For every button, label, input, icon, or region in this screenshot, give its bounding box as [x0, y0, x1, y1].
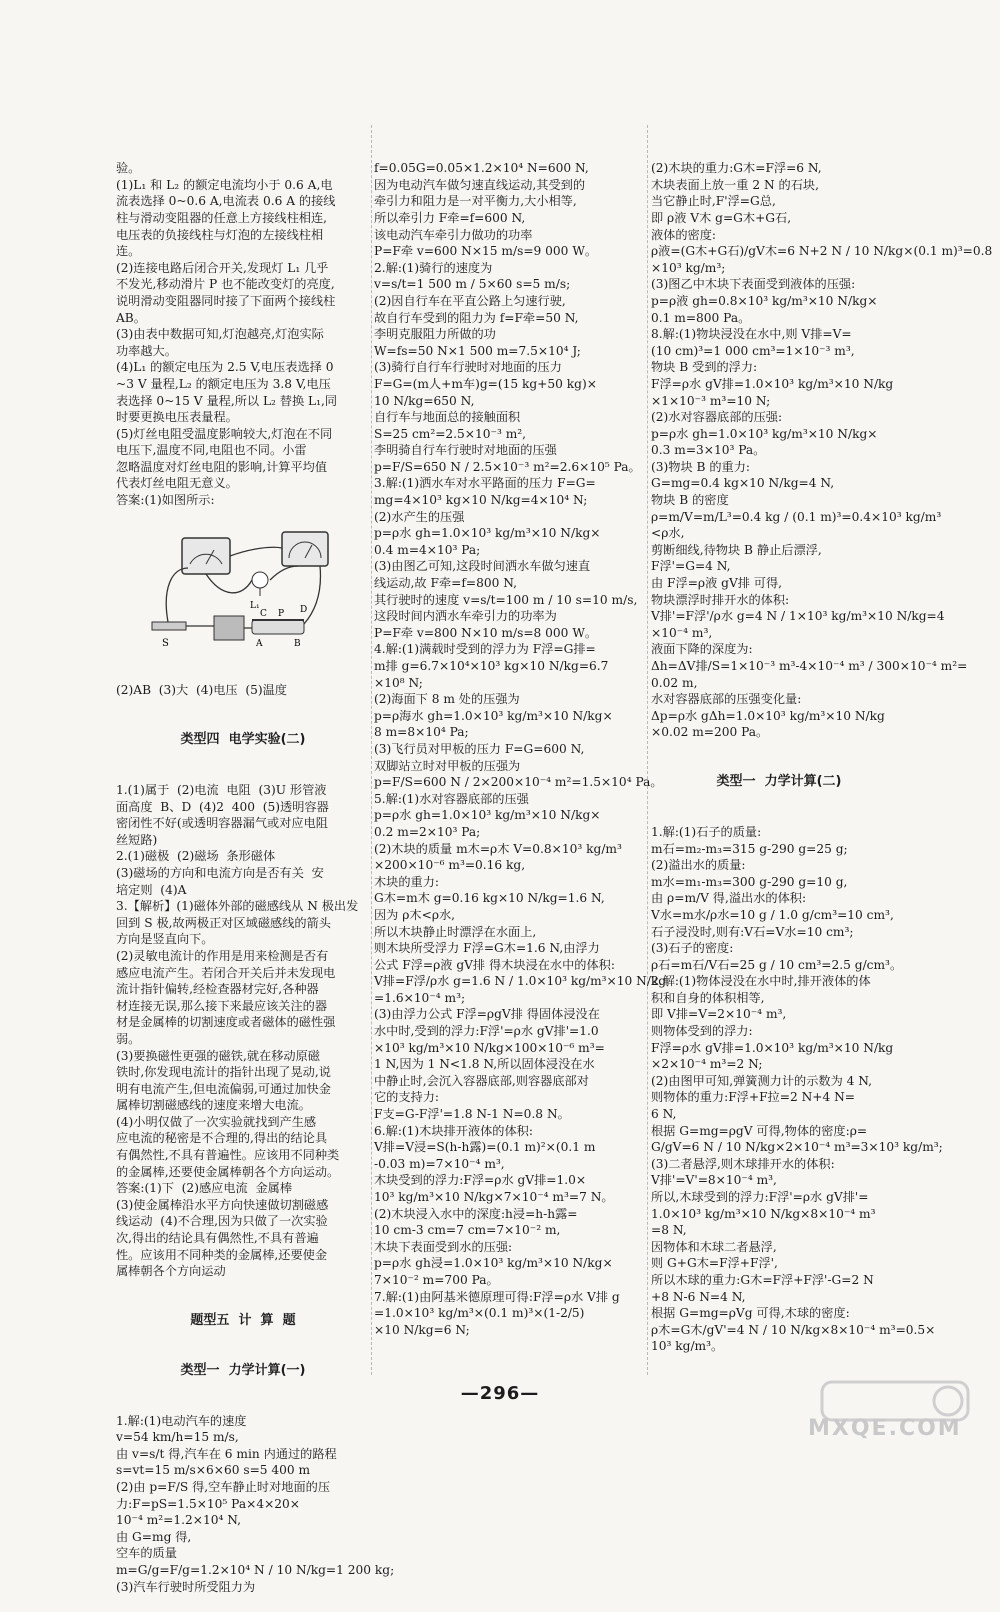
text-line: 代表灯丝电阻无意义。 [116, 476, 238, 491]
text-line: 3.解:(1)洒水车对水平路面的压力 F=G= [374, 476, 596, 491]
text-line: V排=V浸=S(h-h露)=(0.1 m)²×(0.1 m [374, 1140, 596, 1155]
text-line: ×10⁻⁴ m³, [651, 625, 713, 640]
text-line: 所以牵引力 F牵=f=600 N, [374, 210, 526, 225]
text-line: (3)要换磁性更强的磁铁,就在移动原磁 [116, 1048, 320, 1063]
text-line: (2)木块的重力:G木=F浮=6 N, [651, 161, 822, 176]
text-line: 方向是竖直向下。 [116, 932, 214, 947]
text-line: 公式 F浮=ρ液 gV排 得木块浸在水中的体积: [374, 957, 615, 972]
circuit-diagram-image [132, 527, 332, 657]
text-line: 木块受到的浮力:F浮=ρ水 gV排=1.0× [374, 1173, 587, 1188]
text-line: v=54 km/h=15 m/s, [116, 1430, 239, 1445]
text-line: 铁时,你发现电流计的指针出现了晃动,说 [116, 1065, 331, 1080]
text-line: 由 ρ=m/V 得,溢出水的体积: [651, 891, 807, 906]
text-line: ρ石=m石/V石=25 g / 10 cm³=2.5 g/cm³。 [651, 957, 903, 972]
text-line: 性。应该用不同种类的金属棒,还要使金 [116, 1247, 328, 1262]
text-line: 2.解:(1)骑行的速度为 [374, 260, 493, 275]
column-divider-left [371, 125, 372, 1375]
text-line: 感应电流产生。若闭合开关后并未发现电 [116, 965, 336, 980]
text-line: F浮=ρ水 gV排=1.0×10³ kg/m³×10 N/kg [651, 376, 894, 391]
text-line: 物块 B 的密度 [651, 493, 729, 508]
text-line: 6 N, [651, 1107, 677, 1122]
text-line: p=F/S=650 N / 2.5×10⁻³ m²=2.6×10⁵ Pa。 [374, 459, 641, 474]
text-line: 有偶然性,不具有普遍性。应该用不同种类 [116, 1148, 340, 1163]
text-line: 密闭性不好(或透明容器漏气或对应电阻 [116, 816, 328, 831]
text-line: 则木块所受浮力 F浮=G木=1.6 N,由浮力 [374, 941, 600, 956]
text-line: 表选择 0~15 V 量程,所以 L₂ 替换 L₁,同 [116, 393, 338, 408]
text-line: (3)二者悬浮,则木球排开水的体积: [651, 1156, 835, 1171]
text-line: 根据 G=mg=ρgV 可得,物体的密度:ρ= [651, 1123, 868, 1138]
text-line: 属棒切割磁感线的速度来增大电流。 [116, 1098, 311, 1113]
label-switch: S [161, 638, 169, 650]
text-line: 李明骑自行车行驶时对地面的压强 [374, 443, 557, 458]
text-line: F浮'=G=4 N, [651, 559, 731, 574]
answer-column-right [651, 127, 993, 1377]
text-line: 即 ρ液 V木 g=G木+G石, [651, 210, 792, 225]
text-line: 其行驶时的速度 v=s/t=100 m / 10 s=10 m/s, [374, 592, 638, 607]
text-line: (2)水对容器底部的压强: [651, 410, 783, 425]
text-line: p=ρ水 gh浸=1.0×10³ kg/m³×10 N/kg× [374, 1256, 613, 1271]
text-line: 当它静止时,F'浮=G总, [651, 194, 776, 209]
text-line: =8 N, [651, 1223, 687, 1238]
text-line: 1.(1)属于 (2)电流 电阻 (3)U 形管液 [116, 783, 327, 797]
text-line: 力:F=pS=1.5×10⁵ Pa×4×20× [116, 1496, 301, 1511]
text-line: 不发光,移动滑片 P 也不能改变灯的亮度, [116, 277, 335, 292]
text-line: ×10³ kg/m³×10 N/kg×100×10⁻⁶ m³= [374, 1040, 605, 1055]
heading-type4: 类型四 电学实验(二) [180, 732, 306, 748]
text-line: G木=m木 g=0.16 kg×10 N/kg=1.6 N, [374, 891, 605, 906]
text-line: 故自行车受到的阻力为 f=F牵=50 N, [374, 310, 579, 325]
text-line: (2)木块浸入水中的深度:h浸=h-h露= [374, 1206, 578, 1221]
text-line: 10³ kg/m³。 [651, 1339, 724, 1354]
text-line: 3.【解析】(1)磁体外部的磁感线从 N 极出发 [116, 899, 359, 914]
column-right-text-b [651, 824, 943, 1355]
text-line: 1.0×10³ kg/m³×10 N/kg×8×10⁻⁴ m³ [651, 1206, 876, 1221]
text-line: (3)骑行自行车行驶时对地面的压力 [374, 360, 562, 375]
text-line: (3)由浮力公式 F浮=ρgV排 得固体浸没在 [374, 1007, 600, 1022]
text-line: 自行车与地面总的接触面积 [374, 410, 521, 425]
text-line: m石=m₂-m₃=315 g-290 g=25 g; [651, 841, 848, 856]
heading-topic5: 题型五 计 算 题 [190, 1313, 296, 1328]
text-line: (2)木块的质量 m木=ρ木 V=0.8×10³ kg/m³ [374, 841, 622, 856]
text-line: ×10⁸ N; [374, 675, 423, 690]
text-line: 则物体受到的浮力: [651, 1024, 753, 1039]
text-line: 线运动,故 F牵=f=800 N, [374, 576, 517, 591]
text-line: <ρ水, [651, 526, 685, 541]
column-middle-text [374, 160, 667, 1338]
text-line: 6.解:(1)木块排开液体的体积: [374, 1123, 533, 1138]
text-line: (3)石子的密度: [651, 941, 734, 956]
text-line: (2)由 p=F/S 得,空车静止时对地面的压 [116, 1479, 331, 1494]
text-line: 电压表的负接线柱与灯泡的左接线柱相 [116, 227, 324, 242]
text-line: 的金属棒,还要使金属棒朝各个方向运动。 [116, 1164, 340, 1179]
text-line: 属棒朝各个方向运动 [116, 1264, 226, 1279]
text-line: (3)图乙中木块下表面受到液体的压强: [651, 277, 856, 292]
text-line: 柱与滑动变阻器的任意上方接线柱相连, [116, 210, 328, 225]
text-line: 时要更换电压表量程。 [116, 410, 238, 425]
watermark-url: MXQE.COM [808, 1416, 962, 1441]
text-line: 10³ kg/m³×10 N/kg×7×10⁻⁴ m³=7 N。 [374, 1190, 614, 1204]
text-line: (2)因自行车在平直公路上匀速行驶, [374, 293, 566, 308]
text-line: 因为电动汽车做匀速直线运动,其受到的 [374, 177, 586, 192]
text-line: 回到 S 极,故两极正对区域磁感线的箭头 [116, 915, 331, 930]
column-right-text-a [651, 160, 993, 741]
text-line: m水=m₁-m₃=300 g-290 g=10 g, [651, 874, 848, 889]
text-line: 明有电流产生,但电流偏弱,可通过加快金 [116, 1081, 331, 1096]
text-line: 中静止时,会沉入容器底部,则容器底部对 [374, 1073, 589, 1088]
text-line: 由 F浮=ρ液 gV排 可得, [651, 576, 783, 591]
text-line: V排=F浮/ρ水 g=1.6 N / 1.0×10³ kg/m³×10 N/kg [374, 974, 667, 989]
text-line: p=ρ水 gh=1.0×10³ kg/m³×10 N/kg× [374, 526, 601, 541]
text-line: p=ρ水 gh=1.0×10³ kg/m³×10 N/kg× [374, 808, 601, 823]
text-line: 0.02 m, [651, 675, 698, 690]
text-line: 材是金属棒的切割速度或者磁体的磁性强 [116, 1015, 336, 1030]
text-line: 所以,木球受到的浮力:F浮'=ρ水 gV排'= [651, 1190, 869, 1204]
text-line: F=G=(m人+m车)g=(15 kg+50 kg)× [374, 376, 597, 391]
answers-line: (2)AB (3)大 (4)电压 (5)温度 [116, 683, 287, 698]
text-line: Δh=ΔV排/S=1×10⁻³ m³-4×10⁻⁴ m³ / 300×10⁻⁴ m²= [651, 659, 968, 673]
text-line: 则 G+G木=F浮+F浮', [651, 1256, 778, 1271]
text-line: +8 N-6 N=4 N, [651, 1289, 746, 1304]
text-line: ×10 N/kg=6 N; [374, 1322, 470, 1337]
text-line: F支=G-F浮'=1.8 N-1 N=0.8 N。 [374, 1107, 570, 1122]
text-line: (3)使金属棒沿水平方向快速做切割磁感 [116, 1197, 329, 1212]
text-line: (3)物块 B 的重力: [651, 459, 751, 474]
text-line: 即 V排=V=2×10⁻⁴ m³, [651, 1007, 787, 1022]
text-line: 应电流的秘密是不合理的,得出的结论具 [116, 1131, 328, 1146]
text-line: 次,得出的结论具有偶然性,不具有普遍 [116, 1231, 319, 1246]
label-b: B [293, 639, 301, 650]
text-line: 剪断细线,待物块 B 静止后漂浮, [651, 542, 822, 557]
text-line: 木块下表面受到水的压强: [374, 1239, 513, 1254]
heading-type1-part2: 类型一 力学计算(二) [716, 774, 842, 790]
text-line: 答案:(1)下 (2)感应电流 金属棒 [116, 1181, 293, 1196]
text-line: (10 cm)³=1 000 cm³=1×10⁻³ m³, [651, 343, 855, 358]
text-line: 连。 [116, 244, 141, 259]
text-line: p=F/S=600 N / 2×200×10⁻⁴ m²=1.5×10⁴ Pa。 [374, 775, 663, 790]
text-line: ρ木=G木/gV'=4 N / 10 N/kg×8×10⁻⁴ m³=0.5× [651, 1322, 936, 1337]
text-line: 它的支持力: [374, 1090, 440, 1105]
text-line: (5)灯丝电阻受温度影响较大,灯泡在不同 [116, 426, 333, 441]
text-line: 0.1 m=800 Pa。 [651, 310, 751, 325]
text-line: G/gV=6 N / 10 N/kg×2×10⁻⁴ m³=3×10³ kg/m³; [651, 1140, 943, 1155]
text-line: 电压下,温度不同,电阻也不同。小雷 [116, 443, 307, 458]
column-divider-right [647, 125, 648, 1375]
text-line: 水对容器底部的压强变化量: [651, 692, 802, 707]
text-line: 丝短路) [116, 832, 158, 847]
text-line: 答案:(1)如图所示: [116, 493, 215, 508]
text-line: W=fs=50 N×1 500 m=7.5×10⁴ J; [374, 343, 581, 358]
text-line: 1.解:(1)石子的质量: [651, 824, 762, 839]
text-line: V水=m水/ρ水=10 g / 1.0 g/cm³=10 cm³, [651, 907, 894, 922]
text-line: 由 v=s/t 得,汽车在 6 min 内通过的路程 [116, 1446, 337, 1461]
text-line: 这段时间内洒水车牵引力的功率为 [374, 609, 557, 624]
text-line: V排'=V'=8×10⁻⁴ m³, [651, 1173, 777, 1188]
text-line: 根据 G=mg=ρVg 可得,木球的密度: [651, 1306, 850, 1321]
label-p: P [277, 609, 284, 620]
text-line: 弱。 [116, 1031, 141, 1046]
text-line: 液面下降的深度为: [651, 642, 753, 657]
text-line: 所以木球的重力:G木=F浮+F浮'-G=2 N [651, 1272, 874, 1287]
text-line: mg=4×10³ kg×10 N/kg=4×10⁴ N; [374, 493, 588, 508]
text-line: (4)L₁ 的额定电压为 2.5 V,电压表选择 0 [116, 360, 334, 375]
text-line: 4.解:(1)满载时受到的浮力为 F浮=G排= [374, 642, 596, 657]
text-line: V排'=F浮'/ρ水 g=4 N / 1×10³ kg/m³×10 N/kg=4 [651, 609, 945, 624]
text-line: ~3 V 量程,L₂ 的额定电压为 3.8 V,电压 [116, 376, 331, 391]
text-line: Δp=ρ水 gΔh=1.0×10³ kg/m³×10 N/kg [651, 708, 885, 723]
text-line: 7.解:(1)由阿基米德原理可得:F浮=ρ水 V排 g [374, 1289, 620, 1304]
text-line: 功率越大。 [116, 343, 177, 358]
text-line: 因为 ρ木<ρ水, [374, 907, 456, 922]
answer-column-left [116, 127, 395, 1594]
text-line: ×0.02 m=200 Pa。 [651, 725, 769, 740]
text-line: 则物体的重力:F浮+F拉=2 N+4 N= [651, 1090, 855, 1105]
text-line: 木块表面上放一重 2 N 的石块, [651, 177, 819, 192]
text-line: 0.3 m=3×10³ Pa。 [651, 443, 766, 458]
text-line: (4)小明仅做了一次实验就找到产生感 [116, 1114, 317, 1129]
label-a: A [255, 639, 263, 650]
text-line: m=G/g=F/g=1.2×10⁴ N / 10 N/kg=1 200 kg; [116, 1562, 395, 1577]
text-line: (3)汽车行驶时所受阻力为 [116, 1579, 256, 1594]
text-line: (2)连接电路后闭合开关,发现灯 L₁ 几乎 [116, 260, 329, 275]
text-line: 双脚站立时对甲板的压强为 [374, 758, 521, 773]
text-line: 2.解:(1)物体浸没在水中时,排开液体的体 [651, 974, 871, 989]
label-d: D [299, 605, 307, 616]
text-line: 10 N/kg=650 N, [374, 393, 475, 408]
text-line: 石子浸没时,则有:V石=V水=10 cm³; [651, 924, 854, 939]
text-line: 验。 [116, 161, 141, 176]
text-line: F浮=ρ水 gV排=1.0×10³ kg/m³×10 N/kg [651, 1040, 894, 1055]
text-line: =1.6×10⁻⁴ m³; [374, 990, 466, 1005]
text-line: 7×10⁻² m=700 Pa。 [374, 1272, 499, 1287]
text-line: (2)水产生的压强 [374, 509, 465, 524]
text-line: 忽略温度对灯丝电阻的影响,计算平均值 [116, 459, 328, 474]
text-line: ×200×10⁻⁶ m³=0.16 kg, [374, 858, 526, 873]
text-line: (1)L₁ 和 L₂ 的额定电流均小于 0.6 A,电 [116, 177, 333, 192]
answer-column-middle [374, 127, 667, 1372]
text-line: 1.解:(1)电动汽车的速度 [116, 1413, 247, 1428]
text-line: 物块 B 受到的浮力: [651, 360, 758, 375]
text-line: ×2×10⁻⁴ m³=2 N; [651, 1057, 763, 1072]
text-line: ×10³ kg/m³; [651, 260, 726, 275]
text-line: (2)溢出水的质量: [651, 858, 746, 873]
text-line: 物块漂浮时排开水的体积: [651, 592, 790, 607]
page-number: —296— [460, 1383, 540, 1404]
text-line: 该电动汽车牵引力做功的功率 [374, 227, 533, 242]
text-line: p=ρ液 gh=0.8×10³ kg/m³×10 N/kg× [651, 293, 878, 308]
text-line: 李明克服阻力所做的功 [374, 327, 496, 342]
label-c: C [259, 609, 267, 620]
text-line: 0.4 m=4×10³ Pa; [374, 542, 481, 557]
text-line: ×1×10⁻³ m³=10 N; [651, 393, 771, 408]
text-line: 水中时,受到的浮力:F浮'=ρ水 gV排'=1.0 [374, 1024, 599, 1039]
text-line: 由 G=mg 得, [116, 1529, 192, 1544]
text-line: 牵引力和阻力是一对平衡力,大小相等, [374, 194, 577, 209]
text-line: m排 g=6.7×10⁴×10³ kg×10 N/kg=6.7 [374, 659, 609, 673]
column-left-text-a [116, 160, 370, 508]
heading-type1-part1: 类型一 力学计算(一) [180, 1362, 306, 1378]
text-line: S=25 cm²=2.5×10⁻³ m², [374, 426, 527, 441]
text-line: (3)飞行员对甲板的压力 F=G=600 N, [374, 741, 585, 756]
text-line: 所以木块静止时漂浮在水面上, [374, 924, 537, 939]
text-line: G=mg=0.4 kg×10 N/kg=4 N, [651, 476, 835, 491]
column-left-text-b [116, 782, 370, 1280]
text-line: =1.0×10³ kg/m³×(0.1 m)³×(1-2/5) [374, 1306, 585, 1321]
text-line: P=F牵 v=800 N×10 m/s=8 000 W。 [374, 625, 598, 640]
text-line: 8 m=8×10⁴ Pa; [374, 725, 469, 740]
text-line: ρ液=(G木+G石)/gV木=6 N+2 N / 10 N/kg×(0.1 m)³=0.8 [651, 244, 993, 259]
text-line: (3)磁场的方向和电流方向是否有关 安 [116, 865, 324, 880]
text-line: AB。 [116, 310, 146, 325]
text-line: p=ρ水 gh=1.0×10³ kg/m³×10 N/kg× [651, 426, 878, 441]
text-line: 2.(1)磁极 (2)磁场 条形磁体 [116, 849, 276, 864]
text-line: 5.解:(1)水对容器底部的压强 [374, 791, 529, 806]
text-line: 1 N,因为 1 N<1.8 N,所以固体浸没在水 [374, 1057, 595, 1072]
text-line: 木块的重力: [374, 874, 440, 889]
text-line: (2)灵敏电流计的作用是用来检测是否有 [116, 948, 329, 963]
text-line: (2)海面下 8 m 处的压强为 [374, 692, 520, 707]
text-line: 0.2 m=2×10³ Pa; [374, 824, 481, 839]
text-line: 10 cm-3 cm=7 cm=7×10⁻² m, [374, 1223, 561, 1238]
text-line: (2)由图甲可知,弹簧测力计的示数为 4 N, [651, 1073, 873, 1088]
text-line: 积和自身的体积相等, [651, 990, 765, 1005]
text-line: 流表选择 0~0.6 A,电流表 0.6 A 的接线 [116, 194, 336, 209]
text-line: 材连接无误,那么接下来最应该关注的器 [116, 998, 328, 1013]
text-line: (3)由图乙可知,这段时间洒水车做匀速直 [374, 559, 591, 574]
text-line: p=ρ海水 gh=1.0×10³ kg/m³×10 N/kg× [374, 708, 613, 723]
text-line: 线运动 (4)不合理,因为只做了一次实验 [116, 1214, 328, 1229]
text-line: 因物体和木球二者悬浮, [651, 1239, 777, 1254]
text-line: P=F牵 v=600 N×15 m/s=9 000 W。 [374, 244, 598, 259]
text-line: 8.解:(1)物块浸没在水中,则 V排=V= [651, 327, 852, 342]
text-line: s=vt=15 m/s×6×60 s=5 400 m [116, 1463, 311, 1478]
text-line: ρ=m/V=m/L³=0.4 kg / (0.1 m)³=0.4×10³ kg/m³ [651, 509, 942, 524]
text-line: f=0.05G=0.05×1.2×10⁴ N=600 N, [374, 161, 589, 176]
label-lamp: L₁ [249, 601, 260, 612]
column-left-text-c [116, 1413, 395, 1596]
text-line: 流计指针偏转,经检查器材完好,各种器 [116, 982, 319, 997]
text-line: 培定则 (4)A [116, 882, 187, 897]
text-line: 液体的密度: [651, 227, 717, 242]
text-line: 空车的质量 [116, 1546, 177, 1561]
text-line: 说明滑动变阻器同时接了下面两个接线柱 [116, 293, 336, 308]
text-line: v=s/t=1 500 m / 5×60 s=5 m/s; [374, 277, 571, 292]
text-line: -0.03 m)=7×10⁻⁴ m³, [374, 1156, 505, 1171]
text-line: 10⁻⁴ m²=1.2×10⁴ N, [116, 1513, 241, 1528]
text-line: (3)由表中数据可知,灯泡越亮,灯泡实际 [116, 327, 324, 342]
text-line: 面高度 B、D (4)2 400 (5)透明容器 [116, 799, 329, 814]
